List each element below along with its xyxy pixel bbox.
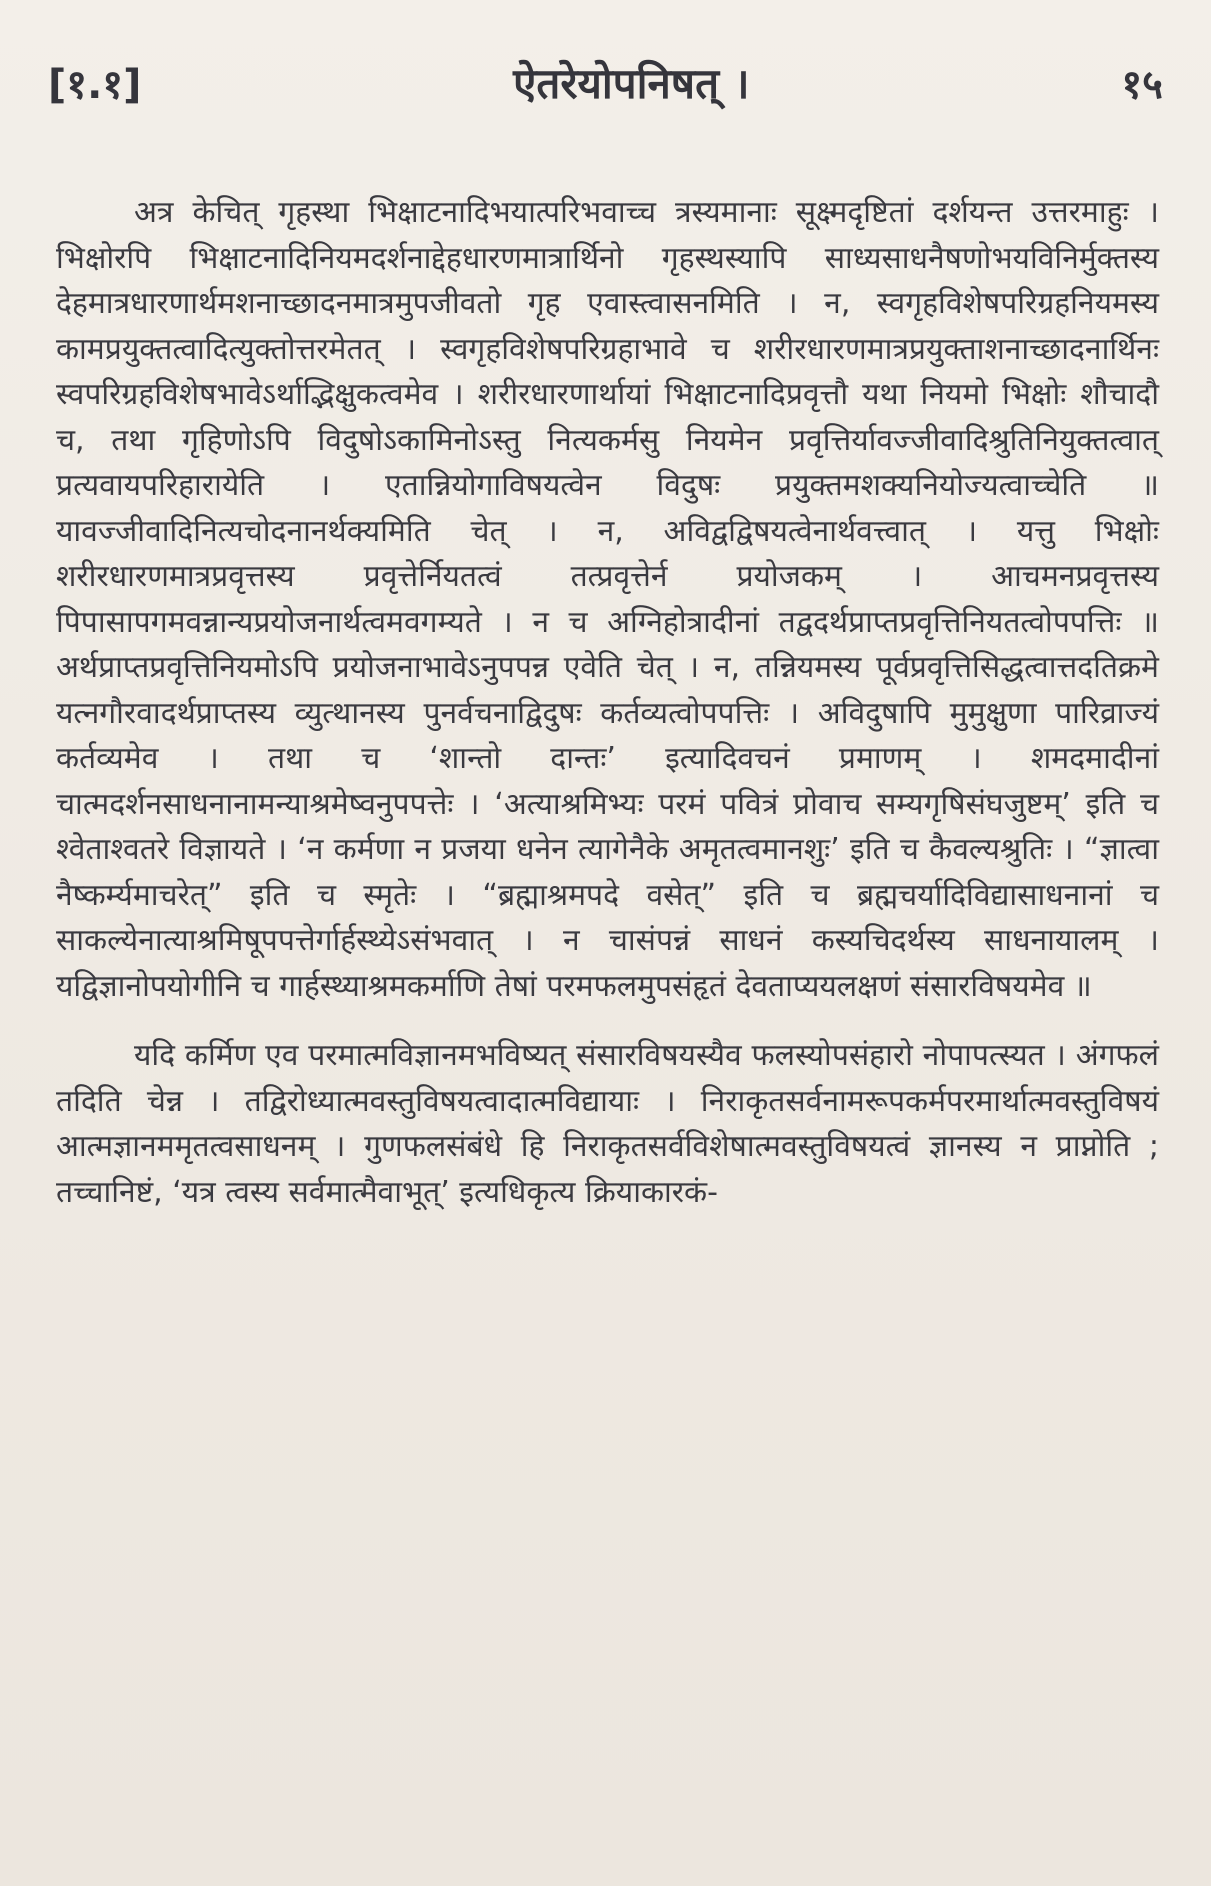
commentary-text (56, 190, 1159, 1215)
page-title: ऐतरेयोपनिषत् । (513, 58, 750, 108)
page-number: १५ (1121, 61, 1163, 108)
paragraph-2: यदि कर्मिण एव परमात्मविज्ञानमभविष्यत् संसारविषयस्यैव फलस्योपसंहारो नोपापत्स्यत । अंगफलं तदिति चेन्न । तद्विरोध्यात्मवस्तुविषयत्वादात्मविद्यायाः । निराकृतसर्वनामरूपकर्मपरमार्थात्मवस्तुविषयं आत्मज्ञानममृतत्वसाधनम् । गुणफलसंबंधे हि निराकृतसर्वविशेषात्मवस्तुविषयत्वं ज्ञानस्य न प्राप्नोति ; तच्चानिष्टं, ‘यत्र त्वस्य सर्वमात्मैवाभूत्’ इत्यधिकृत्य क्रियाकारकं- (56, 1038, 1159, 1210)
section-number: [१.१] (48, 61, 142, 108)
paragraph-1: अत्र केचित् गृहस्था भिक्षाटनादिभयात्परिभवाच्च त्रस्यमानाः सूक्ष्मदृष्टितां दर्शयन्त उत्तरमाहुः । भिक्षोरपि भिक्षाटनादिनियमदर्शनाद्देहधारणमात्रार्थिनो गृहस्थस्यापि साध्यसाधनैषणोभयविनिर्मुक्तस्य देहमात्रधारणार्थमशनाच्छादनमात्रमुपजीवतो गृह एवास्त्वासनमिति । न, स्वगृहविशेषपरिग्रहनियमस्य कामप्रयुक्तत्वादित्युक्तोत्तरमेतत् । स्वगृहविशेषपरिग्रहाभावे च शरीरधारणमात्रप्रयुक्ताशनाच्छादनार्थिनः स्वपरिग्रहविशेषभावेऽर्थाद्भिक्षुकत्वमेव । शरीरधारणार्थायां भिक्षाटनादिप्रवृत्तौ यथा नियमो भिक्षोः शौचादौ च, तथा गृहिणोऽपि विदुषोऽकामिनोऽस्तु नित्यकर्मसु नियमेन प्रवृत्तिर्यावज्जीवादिश्रुतिनियुक्तत्वात् प्रत्यवायपरिहारायेति । एतान्नियोगाविषयत्वेन विदुषः प्रयुक्तमशक्यनियोज्यत्वाच्चेति ॥ यावज्जीवादिनित्यचोदनानर्थक्यमिति चेत् । न, अविद्वद्विषयत्वेनार्थवत्त्वात् । यत्तु भिक्षोः शरीरधारणमात्रप्रवृत्तस्य प्रवृत्तेर्नियतत्वं तत्प्रवृत्तेर्न प्रयोजकम् । आचमनप्रवृत्तस्य पिपासापगमवन्नान्यप्रयोजनार्थत्वमवगम्यते । न च अग्निहोत्रादीनां तद्वदर्थप्राप्तप्रवृत्तिनियतत्वोपपत्तिः ॥ अर्थप्राप्तप्रवृत्तिनियमोऽपि प्रयोजनाभावेऽनुपपन्न एवेति चेत् । न, तन्नियमस्य पूर्वप्रवृत्तिसिद्धत्वात्तदतिक्रमे यत्नगौरवादर्थप्राप्तस्य व्युत्थानस्य पुनर्वचनाद्विदुषः कर्तव्यत्वोपपत्तिः । अविदुषापि मुमुक्षुणा पारिव्राज्यं कर्तव्यमेव । तथा च ‘शान्तो दान्तः’ इत्यादिवचनं प्रमाणम् । शमदमादीनां चात्मदर्शनसाधनानामन्याश्रमेष्वनुपपत्तेः । ‘अत्याश्रमिभ्यः परमं पवित्रं प्रोवाच सम्यगृषिसंघजुष्टम्’ इति च श्वेताश्वतरे विज्ञायते । ‘न कर्मणा न प्रजया धनेन त्यागेनैके अमृतत्वमानशुः’ इति च कैवल्यश्रुतिः । “ज्ञात्वा नैष्कर्म्यमाचरेत्” इति च स्मृतेः । “ब्रह्माश्रमपदे वसेत्” इति च ब्रह्मचर्यादिविद्यासाधनानां च साकल्येनात्याश्रमिषूपपत्तेर्गार्हस्थ्येऽसंभवात् । न चासंपन्नं साधनं कस्यचिदर्थस्य साधनायालम् । यद्विज्ञानोपयोगीनि च गार्हस्थ्याश्रमकर्माणि तेषां परमफलमुपसंहृतं देवताप्ययलक्षणं संसारविषयमेव ॥ (56, 195, 1159, 1004)
running-header (48, 52, 1163, 112)
